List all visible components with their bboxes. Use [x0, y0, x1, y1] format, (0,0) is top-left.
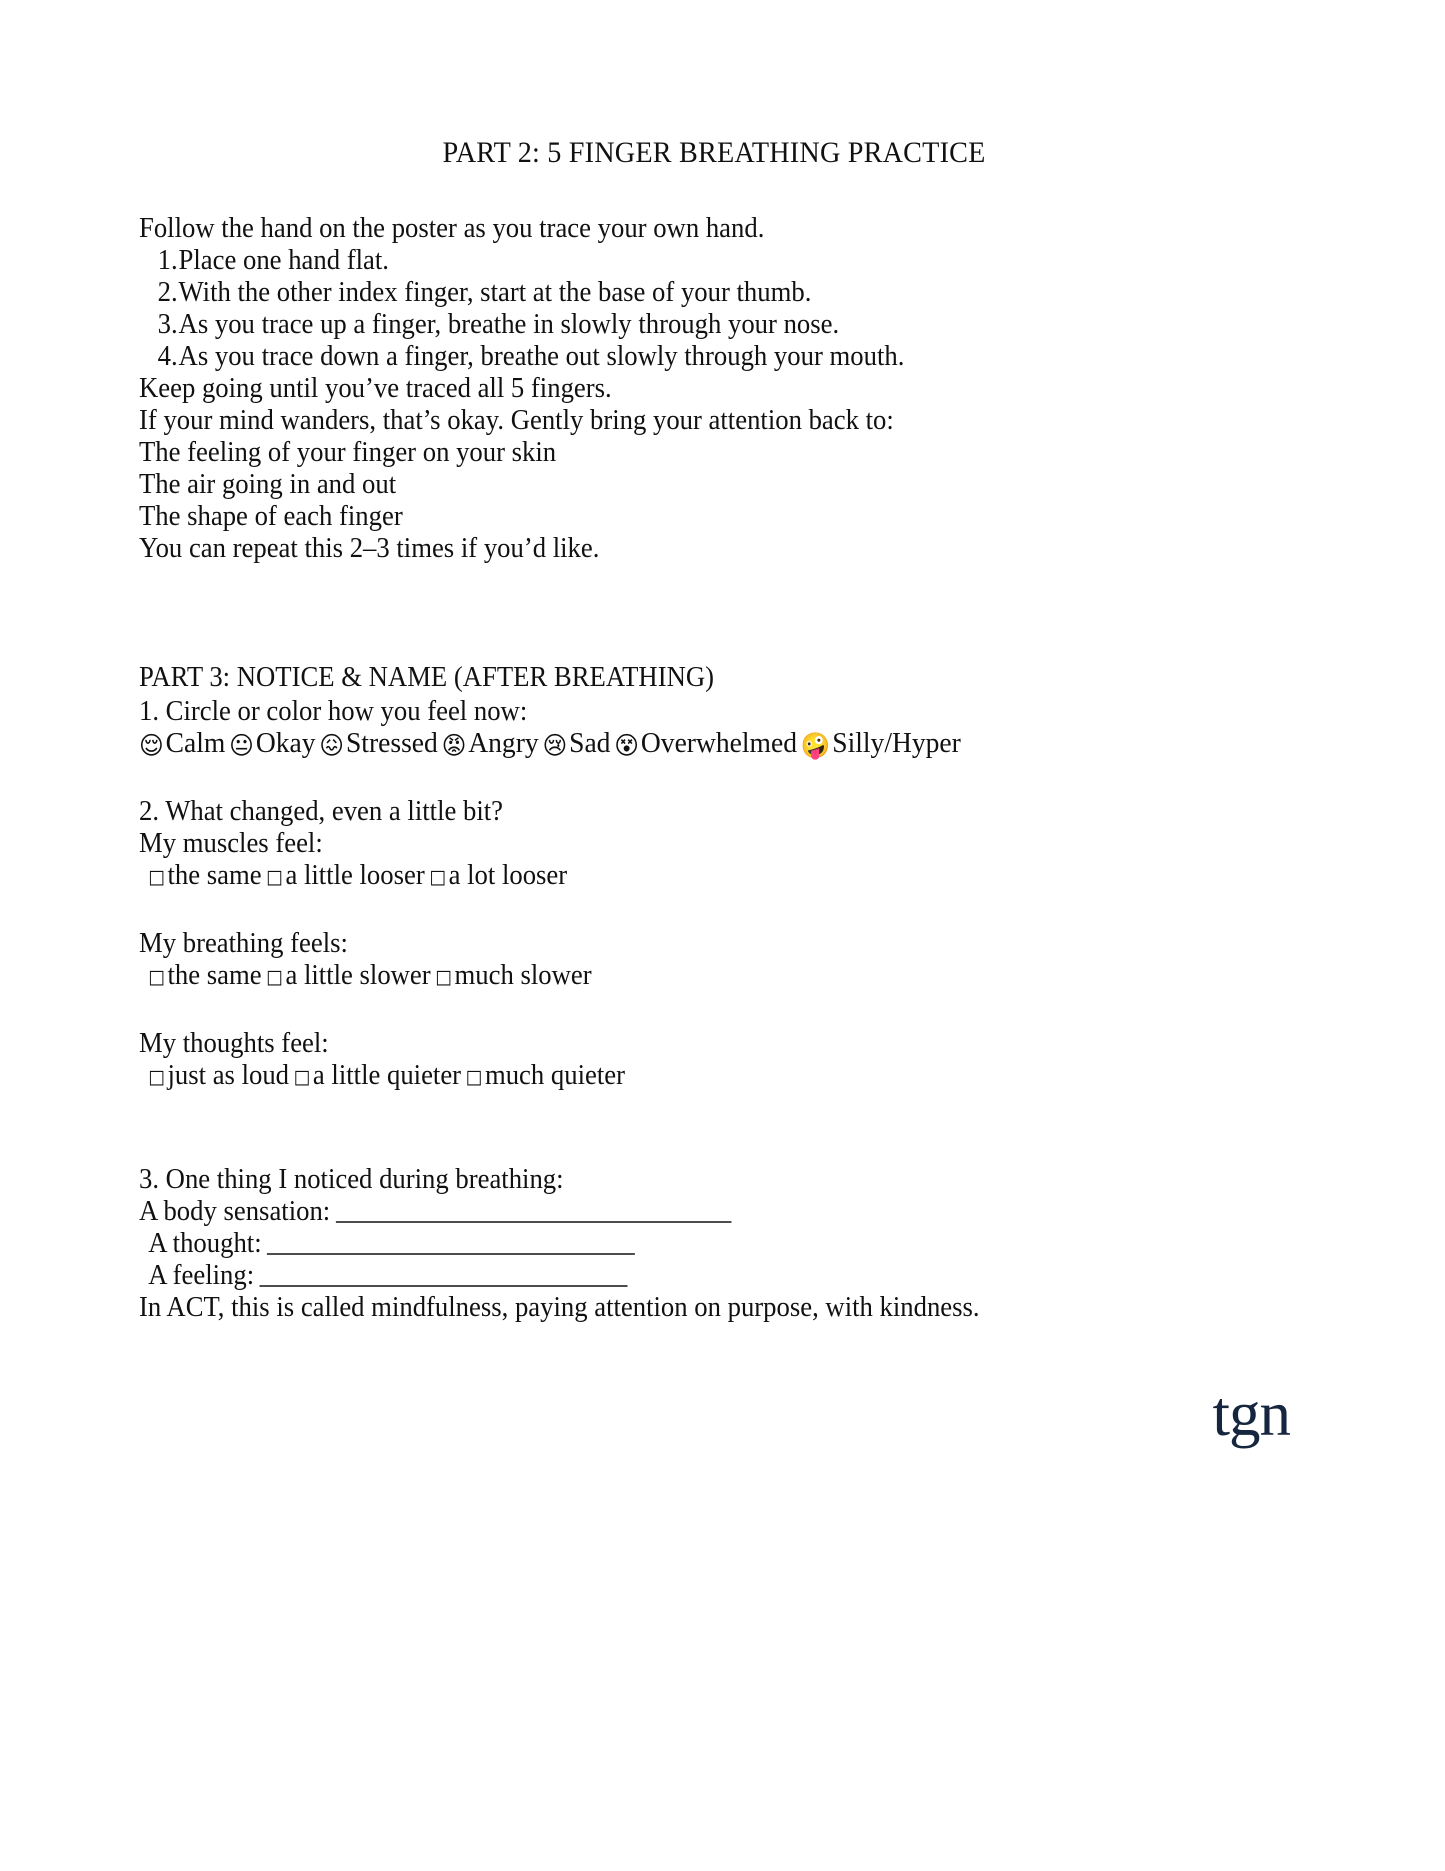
- part2-intro: Follow the hand on the poster as you trace your own hand.: [139, 212, 765, 244]
- followup-line: You can repeat this 2–3 times if you’d like.: [139, 532, 600, 565]
- list-item-text: With the other index finger, start at the base of your thumb.: [178, 276, 812, 309]
- document-content: [139, 136, 1289, 1323]
- checkbox-label[interactable]: just as loud: [167, 1058, 290, 1091]
- logo-text: tgn: [1212, 1379, 1290, 1449]
- checkbox[interactable]: □: [435, 965, 452, 988]
- field-label: A body sensation:: [139, 1194, 331, 1227]
- checkbox-options-row: [139, 959, 1197, 991]
- feeling-label[interactable]: Stressed: [345, 726, 438, 759]
- zany-face-emoji[interactable]: 🤪: [800, 730, 831, 760]
- fill-in-field-feeling: [139, 1259, 1197, 1291]
- list-item-number: 2.: [157, 276, 178, 309]
- spacer: [139, 891, 1289, 927]
- feeling-label[interactable]: Calm: [165, 726, 226, 759]
- checkbox-group-label: My muscles feel:: [139, 826, 323, 859]
- checkbox-label[interactable]: the same: [167, 858, 262, 891]
- followup-line: The shape of each finger: [139, 500, 403, 533]
- feeling-label[interactable]: Overwhelmed: [640, 726, 797, 759]
- dizzy-face-emoji[interactable]: 😵: [614, 730, 640, 760]
- checkbox-options-row: [139, 859, 1197, 891]
- part2-followup-block: [139, 372, 1289, 564]
- feeling-label[interactable]: Sad: [569, 726, 611, 759]
- feeling-label[interactable]: Silly/Hyper: [832, 726, 961, 759]
- checkbox[interactable]: □: [465, 1065, 483, 1088]
- list-item-text: Place one hand flat.: [178, 244, 389, 277]
- field-label: A feeling:: [148, 1258, 255, 1291]
- list-item-text: As you trace down a finger, breathe out slowly through your mouth.: [178, 340, 905, 373]
- confounded-face-emoji[interactable]: 😖: [319, 730, 345, 760]
- checkbox[interactable]: □: [429, 865, 446, 888]
- checkbox-label[interactable]: much slower: [454, 958, 592, 991]
- spacer: [139, 759, 1289, 795]
- list-item: [139, 340, 1197, 372]
- tgn-logo: [1212, 1379, 1290, 1449]
- part3-heading: PART 3: NOTICE & NAME (AFTER BREATHING): [139, 661, 715, 694]
- part3-q1-prompt: 1. Circle or color how you feel now:: [139, 694, 528, 727]
- checkbox-group-breathing: [139, 927, 1289, 991]
- checkbox-group-muscles: [139, 827, 1289, 891]
- list-item-text: As you trace up a finger, breathe in slowly through your nose.: [178, 308, 840, 341]
- checkbox-label[interactable]: a little quieter: [312, 1058, 462, 1091]
- checkbox-label[interactable]: a little slower: [285, 958, 431, 991]
- checkbox[interactable]: □: [266, 965, 283, 988]
- relieved-face-emoji[interactable]: 😌: [139, 730, 164, 760]
- write-in-blank[interactable]: [336, 1202, 732, 1223]
- checkbox[interactable]: □: [148, 1065, 165, 1088]
- checkbox-label[interactable]: a lot looser: [448, 858, 568, 891]
- spacer: [139, 1091, 1289, 1163]
- checkbox-group-thoughts: [139, 1027, 1289, 1091]
- checkbox-group-label: My thoughts feel:: [139, 1026, 329, 1059]
- write-in-blank[interactable]: [267, 1234, 635, 1255]
- fill-in-field-body-sensation: [139, 1195, 1197, 1227]
- part3-q3-prompt: 3. One thing I noticed during breathing:: [139, 1162, 564, 1195]
- feeling-label[interactable]: Okay: [255, 726, 316, 759]
- followup-line: If your mind wanders, that’s okay. Gently bring your attention back to:: [139, 404, 894, 437]
- fill-in-field-thought: [139, 1227, 1197, 1259]
- spacer: [139, 991, 1289, 1027]
- part3-closing-note: In ACT, this is called mindfulness, paying attention on purpose, with kindness.: [139, 1290, 980, 1323]
- spacer: [139, 564, 1289, 660]
- checkbox[interactable]: □: [148, 965, 165, 988]
- list-item: [139, 244, 1197, 276]
- part2-step-list: [139, 244, 1289, 372]
- crying-face-emoji[interactable]: 😢: [542, 730, 568, 760]
- checkbox-group-label: My breathing feels:: [139, 926, 348, 959]
- list-item: [139, 276, 1197, 308]
- list-item: [139, 308, 1197, 340]
- list-item-number: 1.: [157, 244, 178, 277]
- list-item-number: 3.: [157, 308, 178, 341]
- checkbox-label[interactable]: a little looser: [285, 858, 425, 891]
- neutral-face-emoji[interactable]: 😐: [229, 730, 254, 760]
- feelings-row: [139, 727, 1232, 759]
- pouting-face-emoji[interactable]: 😡: [441, 730, 467, 760]
- followup-line: The feeling of your finger on your skin: [139, 436, 557, 469]
- write-in-blank[interactable]: [260, 1266, 628, 1287]
- part3-q2-prompt: 2. What changed, even a little bit?: [139, 794, 504, 827]
- checkbox[interactable]: □: [266, 865, 283, 888]
- checkbox-label[interactable]: the same: [167, 958, 262, 991]
- checkbox-label[interactable]: much quieter: [484, 1058, 625, 1091]
- checkbox[interactable]: □: [293, 1065, 311, 1088]
- checkbox[interactable]: □: [148, 865, 165, 888]
- checkbox-options-row: [139, 1059, 1197, 1091]
- feeling-label[interactable]: Angry: [468, 726, 539, 759]
- page-title: PART 2: 5 FINGER BREATHING PRACTICE: [442, 136, 986, 169]
- list-item-number: 4.: [157, 340, 178, 373]
- followup-line: The air going in and out: [139, 468, 397, 501]
- followup-line: Keep going until you’ve traced all 5 fingers.: [139, 372, 612, 405]
- field-label: A thought:: [148, 1226, 262, 1259]
